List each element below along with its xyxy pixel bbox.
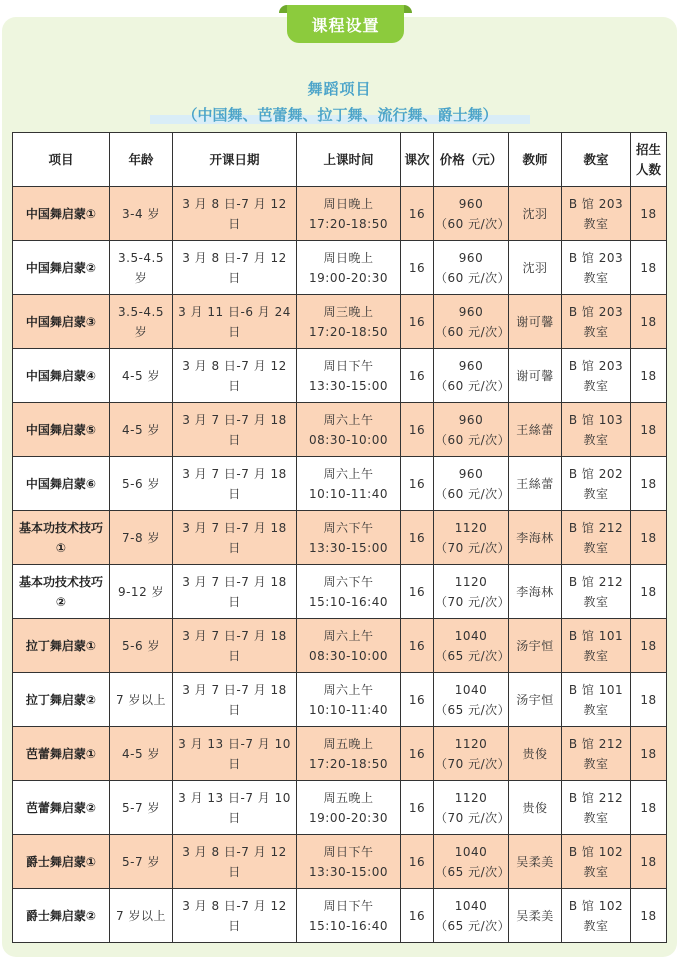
course-room-building: B 馆 203 [568,358,624,373]
course-room [562,673,631,727]
course-sessions: 16 [401,295,434,349]
course-teacher: 汤宇恒 [509,619,562,673]
course-time-range: 17:20-18:50 [309,324,388,339]
course-name: 爵士舞启蒙① [13,835,110,889]
course-table [12,132,667,943]
course-price-per-session: （65 元/次） [435,918,511,933]
course-time-day: 周六下午 [323,520,374,535]
course-room-label: 教室 [583,648,609,663]
course-time [297,295,401,349]
course-room [562,565,631,619]
section-tab [287,5,404,43]
course-teacher: 谢可馨 [509,349,562,403]
course-price-total: 960 [458,466,484,481]
course-age: 4-5 岁 [110,727,173,781]
course-name: 芭蕾舞启蒙① [13,727,110,781]
course-price-per-session: （60 元/次） [435,216,511,231]
table-row [13,403,667,457]
course-teacher: 贵俊 [509,727,562,781]
course-room [562,511,631,565]
course-price-total: 1120 [454,574,488,589]
course-time-range: 15:10-16:40 [309,594,388,609]
course-time [297,241,401,295]
course-time-day: 周六上午 [323,412,374,427]
course-room [562,187,631,241]
course-age: 4-5 岁 [110,349,173,403]
course-room-building: B 馆 101 [568,682,624,697]
course-age: 9-12 岁 [110,565,173,619]
course-price-total: 1040 [454,898,488,913]
course-price-total: 960 [458,412,484,427]
course-room-label: 教室 [583,702,609,717]
course-sessions: 16 [401,457,434,511]
course-price-per-session: （65 元/次） [435,648,511,663]
course-room [562,349,631,403]
table-row [13,349,667,403]
course-capacity: 18 [631,889,667,943]
course-teacher: 谢可馨 [509,295,562,349]
course-price [434,835,509,889]
course-price-total: 960 [458,250,484,265]
course-sessions: 16 [401,187,434,241]
course-room [562,727,631,781]
course-room-label: 教室 [583,270,609,285]
course-time-day: 周六上午 [323,682,374,697]
course-room-building: B 馆 203 [568,196,624,211]
course-time-range: 08:30-10:00 [309,432,388,447]
course-room-building: B 馆 202 [568,466,624,481]
course-price-total: 1120 [454,736,488,751]
course-time [297,673,401,727]
course-time-day: 周五晚上 [323,736,374,751]
course-name: 中国舞启蒙⑥ [13,457,110,511]
table-row [13,889,667,943]
course-time-range: 15:10-16:40 [309,918,388,933]
course-capacity: 18 [631,457,667,511]
course-sessions: 16 [401,781,434,835]
course-room [562,889,631,943]
course-time [297,457,401,511]
course-time-range: 10:10-11:40 [309,702,388,717]
course-teacher: 吴柔美 [509,889,562,943]
course-time-range: 19:00-20:30 [309,270,388,285]
course-capacity: 18 [631,673,667,727]
course-room-building: B 馆 203 [568,304,624,319]
course-price-per-session: （70 元/次） [435,810,511,825]
course-price [434,781,509,835]
course-room-building: B 馆 103 [568,412,624,427]
course-dates: 3 月 7 日-7 月 18 日 [173,619,297,673]
course-time [297,889,401,943]
course-price-total: 960 [458,304,484,319]
course-room-label: 教室 [583,594,609,609]
course-price-per-session: （60 元/次） [435,486,511,501]
course-dates: 3 月 7 日-7 月 18 日 [173,403,297,457]
course-room [562,403,631,457]
course-time [297,619,401,673]
course-dates: 3 月 13 日-7 月 10 日 [173,781,297,835]
table-row [13,457,667,511]
course-price-per-session: （65 元/次） [435,864,511,879]
course-room-building: B 馆 102 [568,898,624,913]
table-row [13,727,667,781]
course-room-building: B 馆 212 [568,736,624,751]
course-price-per-session: （60 元/次） [435,432,511,447]
course-price [434,349,509,403]
course-teacher: 王絲蕾 [509,403,562,457]
course-time [297,565,401,619]
course-time-range: 19:00-20:30 [309,810,388,825]
course-time-day: 周日下午 [323,358,374,373]
course-price-per-session: （70 元/次） [435,594,511,609]
section-tab-label: 课程设置 [311,15,380,35]
course-price [434,619,509,673]
course-sessions: 16 [401,403,434,457]
course-price-total: 1040 [454,628,488,643]
course-dates: 3 月 8 日-7 月 12 日 [173,241,297,295]
column-header: 课次 [401,133,434,187]
course-name: 拉丁舞启蒙② [13,673,110,727]
course-dates: 3 月 7 日-7 月 18 日 [173,457,297,511]
column-header: 上课时间 [297,133,401,187]
course-price-total: 1040 [454,682,488,697]
course-room-building: B 馆 203 [568,250,624,265]
course-room-label: 教室 [583,432,609,447]
course-price-per-session: （65 元/次） [435,702,511,717]
course-room [562,619,631,673]
course-capacity: 18 [631,781,667,835]
table-row [13,781,667,835]
course-room [562,781,631,835]
course-sessions: 16 [401,835,434,889]
course-teacher: 吴柔美 [509,835,562,889]
course-room-label: 教室 [583,810,609,825]
course-dates: 3 月 8 日-7 月 12 日 [173,349,297,403]
course-room-label: 教室 [583,540,609,555]
course-capacity: 18 [631,295,667,349]
course-price-per-session: （60 元/次） [435,270,511,285]
course-age: 4-5 岁 [110,403,173,457]
table-row [13,187,667,241]
column-header: 价格（元） [434,133,509,187]
course-teacher: 沈羽 [509,241,562,295]
course-price-total: 1040 [454,844,488,859]
course-time [297,511,401,565]
table-row [13,619,667,673]
course-time-day: 周日晚上 [323,250,374,265]
course-sessions: 16 [401,727,434,781]
course-price [434,511,509,565]
course-price [434,403,509,457]
course-room [562,295,631,349]
course-dates: 3 月 13 日-7 月 10 日 [173,727,297,781]
course-time-range: 13:30-15:00 [309,378,388,393]
course-name: 中国舞启蒙⑤ [13,403,110,457]
course-price [434,889,509,943]
table-row [13,835,667,889]
course-time-range: 10:10-11:40 [309,486,388,501]
course-price-total: 960 [458,196,484,211]
course-teacher: 李海林 [509,511,562,565]
course-price [434,457,509,511]
course-name: 中国舞启蒙④ [13,349,110,403]
course-price-total: 960 [458,358,484,373]
course-teacher: 贵俊 [509,781,562,835]
course-capacity: 18 [631,565,667,619]
course-age: 7 岁以上 [110,889,173,943]
column-header: 招生人数 [631,133,667,187]
course-dates: 3 月 7 日-7 月 18 日 [173,511,297,565]
course-time-range: 13:30-15:00 [309,540,388,555]
course-capacity: 18 [631,349,667,403]
course-sessions: 16 [401,889,434,943]
course-capacity: 18 [631,619,667,673]
course-time-day: 周三晚上 [323,304,374,319]
course-sessions: 16 [401,565,434,619]
course-time-range: 17:20-18:50 [309,756,388,771]
course-price [434,565,509,619]
table-row [13,673,667,727]
course-room-label: 教室 [583,378,609,393]
course-room [562,241,631,295]
course-room-label: 教室 [583,216,609,231]
course-price [434,727,509,781]
course-sessions: 16 [401,673,434,727]
course-age: 7 岁以上 [110,673,173,727]
course-age: 5-7 岁 [110,835,173,889]
course-price [434,187,509,241]
course-time-day: 周六上午 [323,628,374,643]
course-dates: 3 月 11 日-6 月 24 日 [173,295,297,349]
table-row [13,511,667,565]
course-name: 基本功技术技巧① [13,511,110,565]
table-header-row [13,133,667,187]
course-room [562,457,631,511]
course-name: 基本功技术技巧② [13,565,110,619]
course-time [297,781,401,835]
course-teacher: 李海林 [509,565,562,619]
course-sessions: 16 [401,619,434,673]
course-time-range: 13:30-15:00 [309,864,388,879]
course-dates: 3 月 7 日-7 月 18 日 [173,673,297,727]
course-time-day: 周六上午 [323,466,374,481]
course-capacity: 18 [631,403,667,457]
course-dates: 3 月 8 日-7 月 12 日 [173,187,297,241]
column-header: 教室 [562,133,631,187]
course-teacher: 汤宇恒 [509,673,562,727]
course-age: 3.5-4.5 岁 [110,295,173,349]
course-time-day: 周五晚上 [323,790,374,805]
column-header: 年龄 [110,133,173,187]
section-subtitle: （中国舞、芭蕾舞、拉丁舞、流行舞、爵士舞） [150,104,530,124]
course-time-day: 周日晚上 [323,196,374,211]
course-price [434,673,509,727]
course-teacher: 王絲蕾 [509,457,562,511]
course-room-building: B 馆 212 [568,520,624,535]
course-time-range: 17:20-18:50 [309,216,388,231]
table-row [13,295,667,349]
course-time [297,403,401,457]
course-name: 爵士舞启蒙② [13,889,110,943]
course-room-label: 教室 [583,486,609,501]
course-time [297,187,401,241]
course-price-per-session: （60 元/次） [435,378,511,393]
course-room-label: 教室 [583,918,609,933]
course-price [434,295,509,349]
course-dates: 3 月 8 日-7 月 12 日 [173,835,297,889]
course-name: 中国舞启蒙② [13,241,110,295]
course-price-per-session: （70 元/次） [435,540,511,555]
course-age: 5-7 岁 [110,781,173,835]
course-capacity: 18 [631,511,667,565]
course-time [297,349,401,403]
course-time-range: 08:30-10:00 [309,648,388,663]
course-room-label: 教室 [583,756,609,771]
course-time [297,835,401,889]
course-teacher: 沈羽 [509,187,562,241]
column-header: 教师 [509,133,562,187]
course-price-total: 1120 [454,520,488,535]
course-age: 3-4 岁 [110,187,173,241]
course-name: 拉丁舞启蒙① [13,619,110,673]
course-dates: 3 月 8 日-7 月 12 日 [173,889,297,943]
course-room-building: B 馆 102 [568,844,624,859]
course-price-total: 1120 [454,790,488,805]
course-age: 3.5-4.5 岁 [110,241,173,295]
course-time-day: 周六下午 [323,574,374,589]
course-age: 5-6 岁 [110,619,173,673]
course-capacity: 18 [631,187,667,241]
course-room-label: 教室 [583,324,609,339]
column-header: 项目 [13,133,110,187]
course-room [562,835,631,889]
course-time-day: 周日下午 [323,898,374,913]
course-room-building: B 馆 212 [568,574,624,589]
course-name: 中国舞启蒙③ [13,295,110,349]
course-price [434,241,509,295]
course-price-per-session: （70 元/次） [435,756,511,771]
course-capacity: 18 [631,835,667,889]
column-header: 开课日期 [173,133,297,187]
course-sessions: 16 [401,241,434,295]
course-capacity: 18 [631,727,667,781]
course-name: 中国舞启蒙① [13,187,110,241]
course-age: 5-6 岁 [110,457,173,511]
table-row [13,241,667,295]
course-age: 7-8 岁 [110,511,173,565]
course-price-per-session: （60 元/次） [435,324,511,339]
course-room-label: 教室 [583,864,609,879]
course-dates: 3 月 7 日-7 月 18 日 [173,565,297,619]
section-title: 舞蹈项目 [307,80,372,98]
course-sessions: 16 [401,511,434,565]
course-sessions: 16 [401,349,434,403]
course-time [297,727,401,781]
course-room-building: B 馆 101 [568,628,624,643]
table-row [13,565,667,619]
course-name: 芭蕾舞启蒙② [13,781,110,835]
course-time-day: 周日下午 [323,844,374,859]
course-room-building: B 馆 212 [568,790,624,805]
course-capacity: 18 [631,241,667,295]
